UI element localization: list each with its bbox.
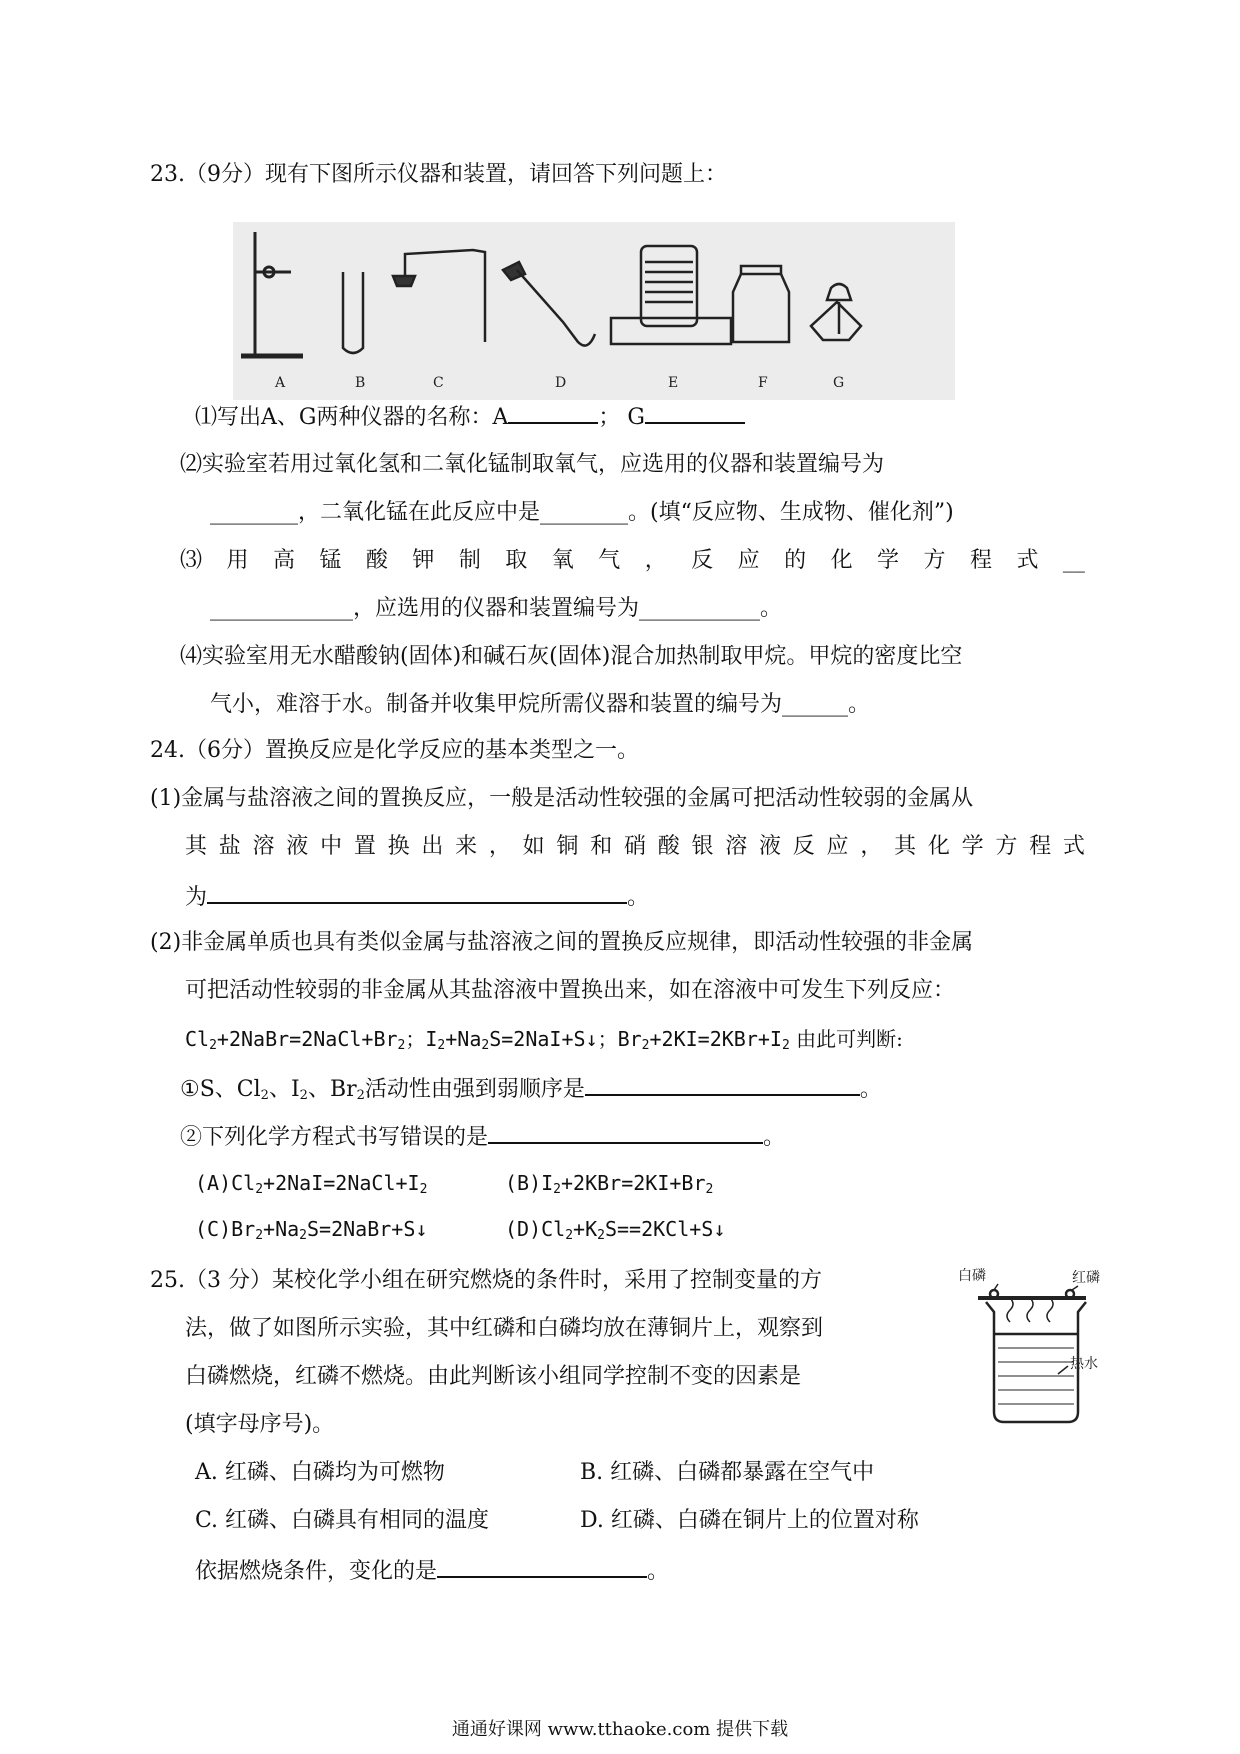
q24-title: 24.（6分）置换反应是化学反应的基本类型之一。 (150, 738, 639, 763)
label-C: C (433, 375, 444, 391)
label-E: E (668, 375, 679, 391)
q25-option-c: C. 红磷、白磷具有相同的温度 (195, 1508, 490, 1533)
label-white-phosphorus: 白磷 (958, 1268, 986, 1284)
q24-sub1: ①S、$Cl_2$、$I_2$、$Br_2$活动性由强到弱顺序是 。 (180, 1072, 882, 1111)
q24-part1-line3: 为 。 (185, 880, 649, 913)
q23-part3-line1: ⑶ 用 高 锰 酸 钾 制 取 氧 气 ， 反 应 的 化 学 方 程 式 __ (180, 548, 1085, 573)
answer-blank-wrong-equation[interactable] (488, 1120, 763, 1144)
q24-option-b: $(B)I_2+2KBr=2KI+Br_2$ (505, 1171, 714, 1197)
q24-part2-line2: 可把活动性较弱的非金属从其盐溶液中置换出来，如在溶液中可发生下列反应： (185, 978, 956, 1003)
q23-part2-line2: ________，二氧化锰在此反应中是________。(填“反应物、生成物、催化剂”) (210, 500, 954, 525)
q23-part4-line2: 气小，难溶于水。制备并收集甲烷所需仪器和装置的编号为______。 (210, 692, 871, 717)
q24-part2-line1: (2)非金属单质也具有类似金属与盐溶液之间的置换反应规律，即活动性较强的非金属 (150, 930, 974, 955)
page-footer: 通通好课网 www.tthaoke.com 提供下载 (451, 1719, 789, 1740)
q23-part1 (195, 400, 745, 433)
q25-last-line: 依据燃烧条件，变化的是 。 (195, 1554, 669, 1587)
q23-title: 23.（9分）现有下图所示仪器和装置，请回答下列问题上： (150, 162, 727, 187)
q24-option-c: $(C)Br_2+Na_2S=2NaBr+S↓$ (195, 1217, 428, 1243)
q23-part3-line2: _____________，应选用的仪器和装置编号为___________。 (210, 596, 783, 621)
beaker-figure (950, 1262, 1125, 1432)
q24-part1-line1: (1)金属与盐溶液之间的置换反应，一般是活动性较强的金属可把活动性较弱的金属从 (150, 786, 974, 811)
q24-option-d: $(D)Cl_2+K_2S==2KCl+S↓$ (505, 1217, 726, 1243)
answer-blank-g[interactable] (645, 400, 745, 424)
answer-blank-a[interactable] (508, 400, 598, 424)
label-G: G (833, 375, 845, 391)
q25-option-a: A. 红磷、白磷均为可燃物 (195, 1460, 445, 1485)
q25-line1: 25.（3 分）某校化学小组在研究燃烧的条件时，采用了控制变量的方 (150, 1268, 822, 1293)
q24-sub2: ②下列化学方程式书写错误的是 。 (180, 1120, 785, 1153)
q24-equations: $Cl_2+2NaBr=2NaCl+Br_2$；$I_2+Na_2S=2NaI+S↓$；$Br_2+2KI=2KBr+I_2$ 由此可判断: (185, 1027, 903, 1053)
q25-line3: 白磷燃烧，红磷不燃烧。由此判断该小组同学控制不变的因素是 (185, 1364, 802, 1389)
q23-part4-line1: ⑷实验室用无水醋酸钠(固体)和碱石灰(固体)混合加热制取甲烷。甲烷的密度比空 (180, 644, 963, 669)
beaker-icon (978, 1284, 1086, 1422)
q25-line2: 法，做了如图所示实验，其中红磷和白磷均放在薄铜片上，观察到 (185, 1316, 824, 1341)
answer-blank-order[interactable] (585, 1072, 860, 1096)
label-A: A (275, 375, 286, 391)
label-D: D (555, 375, 567, 391)
q25-option-b: B. 红磷、白磷都暴露在空气中 (580, 1460, 875, 1485)
q23-part2-line1: ⑵实验室若用过氧化氢和二氧化锰制取氧气，应选用的仪器和装置编号为 (180, 452, 885, 477)
label-B: B (355, 375, 366, 391)
q23-part1-text-a: ⑴写出A、G两种仪器的名称：A (195, 405, 509, 430)
answer-blank-variable[interactable] (437, 1554, 647, 1578)
label-F: F (758, 375, 768, 391)
answer-blank-equation[interactable] (207, 880, 627, 904)
q23-part1-text-b: ； G (598, 405, 645, 430)
q25-line4: (填字母序号)。 (185, 1412, 335, 1437)
apparatus-figure (233, 222, 955, 400)
q25-option-d: D. 红磷、白磷在铜片上的位置对称 (580, 1508, 919, 1533)
q24-option-a: $(A)Cl_2+2NaI=2NaCl+I_2$ (195, 1171, 428, 1197)
label-red-phosphorus: 红磷 (1072, 1270, 1100, 1286)
q24-part1-line2: 其 盐 溶 液 中 置 换 出 来 ， 如 铜 和 硝 酸 银 溶 液 反 应 ， 其 化 学 方 程 式 (185, 834, 1085, 859)
label-hot-water: 热水 (1070, 1356, 1098, 1372)
